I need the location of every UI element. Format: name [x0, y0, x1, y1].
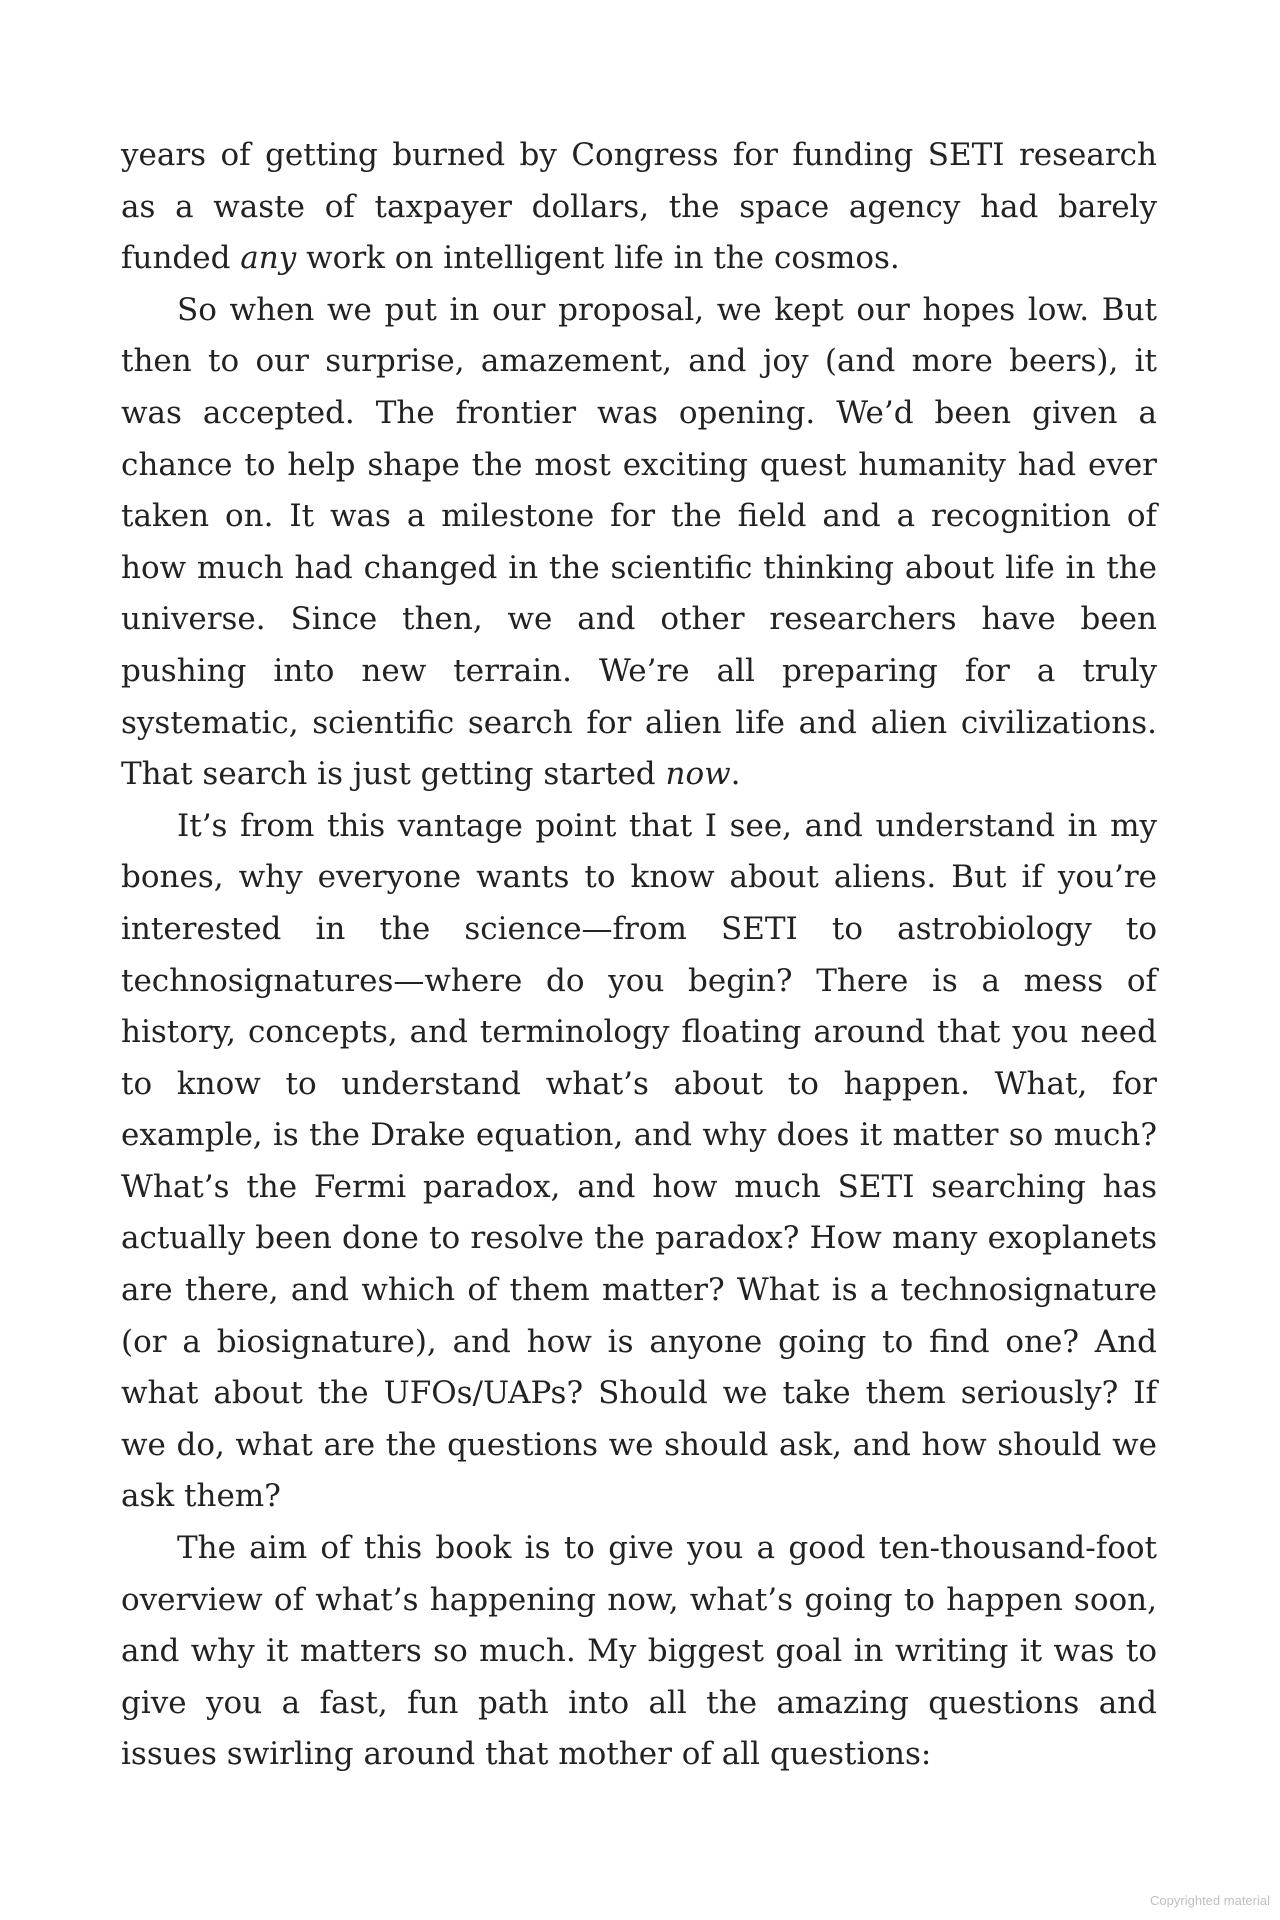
paragraph-vantage-point: [121, 801, 1157, 1523]
book-page-body: [121, 130, 1157, 1781]
paragraph-text: work on intelligent life in the cosmos.: [296, 240, 900, 277]
emphasis-text: now: [665, 756, 731, 793]
paragraph-text: years of getting burned by Congress for funding SETI research as a waste of taxpayer dollars, the space agency had barely funded: [121, 137, 1157, 277]
emphasis-text: any: [240, 240, 297, 277]
paragraph-continuation: [121, 130, 1157, 285]
paragraph-text: It’s from this vantage point that I see, and understand in my bones, why everyone wants to know about aliens. But if you’re interested in the science—from SETI to astrobiology to technosignatures—where do you begin? There is a mess of history, concepts, and terminology floating around that you need to know to understand what’s about to happen. What, for example, is the Drake equation, and why does it matter so much? What’s the Fermi paradox, and how much SETI searching has actually been done to resolve the paradox? How many exoplanets are there, and which of them matter? What is a technosignature (or a biosignature), and how is anyone going to find one? And what about the UFOs/UAPs? Should we take them seriously? If we do, what are the questions we should ask, and how should we ask them?: [121, 807, 1157, 1515]
paragraph-book-aim: [121, 1523, 1157, 1781]
paragraph-proposal: [121, 285, 1157, 801]
copyright-watermark: Copyrighted material: [1150, 1893, 1270, 1908]
paragraph-text: The aim of this book is to give you a good ten-thousand-foot overview of what’s happening now, what’s going to happen soon, and why it matters so much. My biggest goal in writing it was to give you a fast, fun path into all the amazing questions and issues swirling around that mother of all questions:: [121, 1530, 1157, 1773]
paragraph-text: .: [730, 756, 741, 793]
paragraph-text: So when we put in our proposal, we kept our hopes low. But then to our surprise, amazement, and joy (and more beers), it was accepted. The frontier was opening. We’d been given a chance to help shape the most exciting quest humanity had ever taken on. It was a milestone for the field and a recognition of how much had changed in the scientific thinking about life in the universe. Since then, we and other researchers have been pushing into new terrain. We’re all preparing for a truly systematic, scientific search for alien life and alien civilizations. That search is just getting started: [121, 291, 1157, 793]
